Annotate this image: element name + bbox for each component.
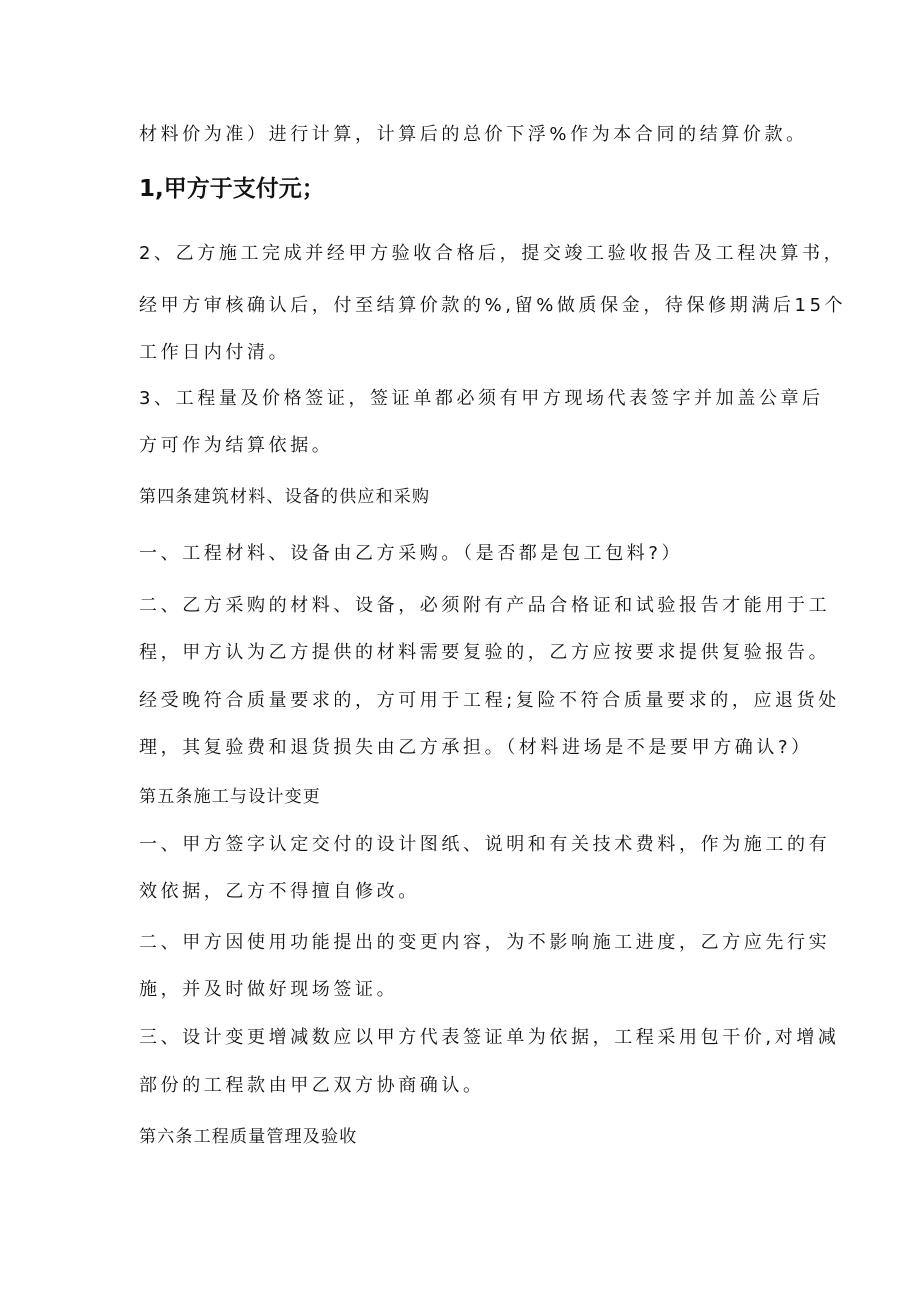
text-line: 二、乙方采购的材料、设备，必须附有产品合格证和试验报告才能用于工	[139, 595, 831, 616]
clause-2-line	[139, 241, 846, 267]
text-line: 工作日内付清。	[139, 342, 291, 363]
text-line: 施，并及时做好现场签证。	[139, 979, 399, 1000]
text-line: 程，甲方认为乙方提供的材料需要复验的，乙方应按要求提供复验报告。	[139, 642, 831, 663]
text-line: 方可作为结算依据。	[139, 435, 334, 456]
clause-3-text: 3、工程量及价格签证，签证单都必须有甲方现场代表签字并加盖公章后	[139, 388, 824, 409]
text-line: 材料价为准）进行计算，计算后的总价下浮%作为本合同的结算价款。	[139, 124, 808, 145]
clause-1-text: 1,甲方于支付元；	[139, 176, 325, 202]
text-line: 三、设计变更增减数应以甲方代表签证单为依据，工程采用包干价,对增减	[139, 1027, 840, 1048]
section-heading-article-5: 第五条施工与设计变更	[139, 787, 321, 807]
text-line: 一、工程材料、设备由乙方采购。（是否都是包工包料?）	[139, 543, 684, 564]
text-line: 经甲方审核确认后，付至结算价款的%,留%做质保金，待保修期满后15个	[139, 295, 847, 316]
text-line: 理，其复验费和退货损失由乙方承担。（材料进场是不是要甲方确认?）	[139, 737, 813, 758]
clause-3-line	[139, 386, 824, 412]
clause-2-text: 2、乙方施工完成并经甲方验收合格后，提交竣工验收报告及工程决算书，	[139, 243, 846, 264]
text-line: 一、甲方签字认定交付的设计图纸、说明和有关技术费料，作为施工的有	[139, 834, 831, 855]
text-line: 效依据，乙方不得擅自修改。	[139, 881, 420, 902]
section-heading-article-6: 第六条工程质量管理及验收	[139, 1127, 358, 1147]
text-line: 部份的工程款由甲乙双方协商确认。	[139, 1075, 485, 1096]
section-heading-article-4: 第四条建筑材料、设备的供应和采购	[139, 487, 431, 507]
text-line: 二、甲方因使用功能提出的变更内容，为不影响施工进度，乙方应先行实	[139, 932, 831, 953]
text-line: 经受晚符合质量要求的，方可用于工程;复险不符合质量要求的，应退货处	[139, 690, 840, 711]
clause-1-line	[139, 176, 789, 204]
